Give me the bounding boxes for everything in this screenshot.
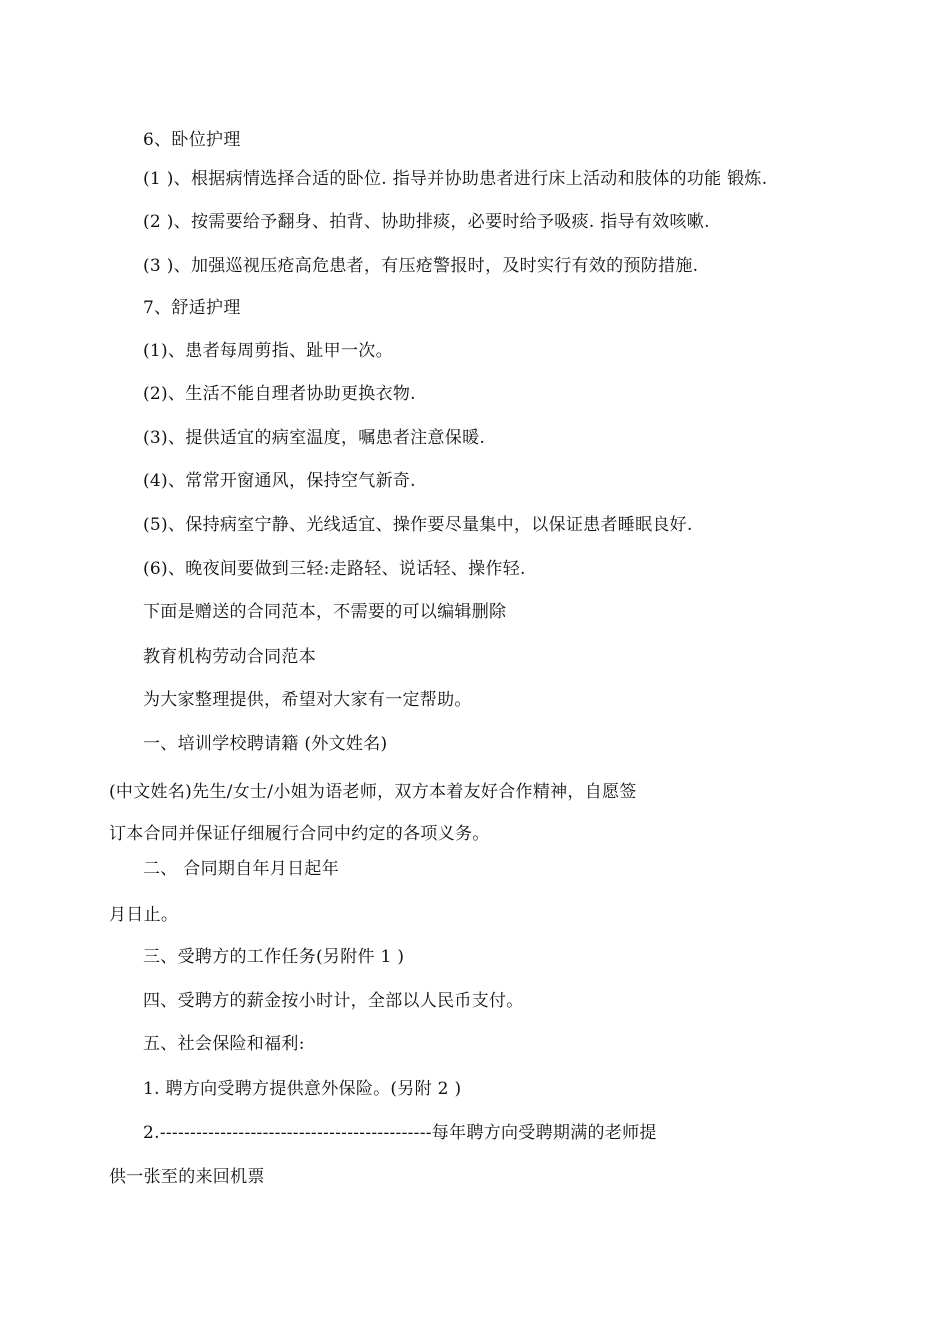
paragraph: 月日止。 — [109, 905, 179, 925]
list-item: (1)、患者每周剪指、趾甲一次。 — [143, 341, 393, 361]
heading-lying-position-care: 6、卧位护理 — [143, 130, 241, 150]
paragraph: 下面是赠送的合同范本，不需要的可以编辑删除 — [143, 602, 507, 622]
list-item: (3)、提供适宜的病室温度，嘱患者注意保暖. — [143, 428, 486, 448]
list-item: (6)、晚夜间要做到三轻:走路轻、说话轻、操作轻. — [143, 559, 526, 579]
clause: 四、受聘方的薪金按小时计，全部以人民币支付。 — [143, 991, 524, 1011]
paragraph: 为大家整理提供，希望对大家有一定帮助。 — [143, 690, 472, 710]
list-item: (1 )、根据病情选择合适的卧位. 指导并协助患者进行床上活动和肢体的功能 锻炼. — [143, 169, 768, 189]
paragraph: (中文姓名)先生/女士/小姐为语老师，双方本着友好合作精神，自愿签 — [109, 782, 637, 802]
paragraph: 供一张至的来回机票 — [109, 1167, 265, 1187]
list-item: (2)、生活不能自理者协助更换衣物. — [143, 384, 416, 404]
heading-comfort-care: 7、舒适护理 — [143, 298, 241, 318]
list-item: 2.---------------------------------------------每年聘方向受聘期满的老师提 — [143, 1123, 657, 1143]
list-item: (5)、保持病室宁静、光线适宜、操作要尽量集中，以保证患者睡眠良好. — [143, 515, 693, 535]
list-item: (3 )、加强巡视压疮高危患者，有压疮警报时，及时实行有效的预防措施. — [143, 256, 699, 276]
clause: 二、 合同期自年月日起年 — [143, 859, 340, 879]
clause: 五、社会保险和福利: — [143, 1034, 305, 1054]
list-item: 1. 聘方向受聘方提供意外保险。(另附 2 ) — [143, 1079, 462, 1099]
clause: 一、培训学校聘请籍 (外文姓名) — [143, 734, 388, 754]
clause: 三、受聘方的工作任务(另附件 1 ) — [143, 947, 405, 967]
list-item: (4)、常常开窗通风，保持空气新奇. — [143, 471, 416, 491]
list-item: (2 )、按需要给予翻身、拍背、协助排痰，必要时给予吸痰. 指导有效咳嗽. — [143, 212, 710, 232]
paragraph: 订本合同并保证仔细履行合同中约定的各项义务。 — [109, 824, 490, 844]
contract-title: 教育机构劳动合同范本 — [143, 647, 316, 667]
